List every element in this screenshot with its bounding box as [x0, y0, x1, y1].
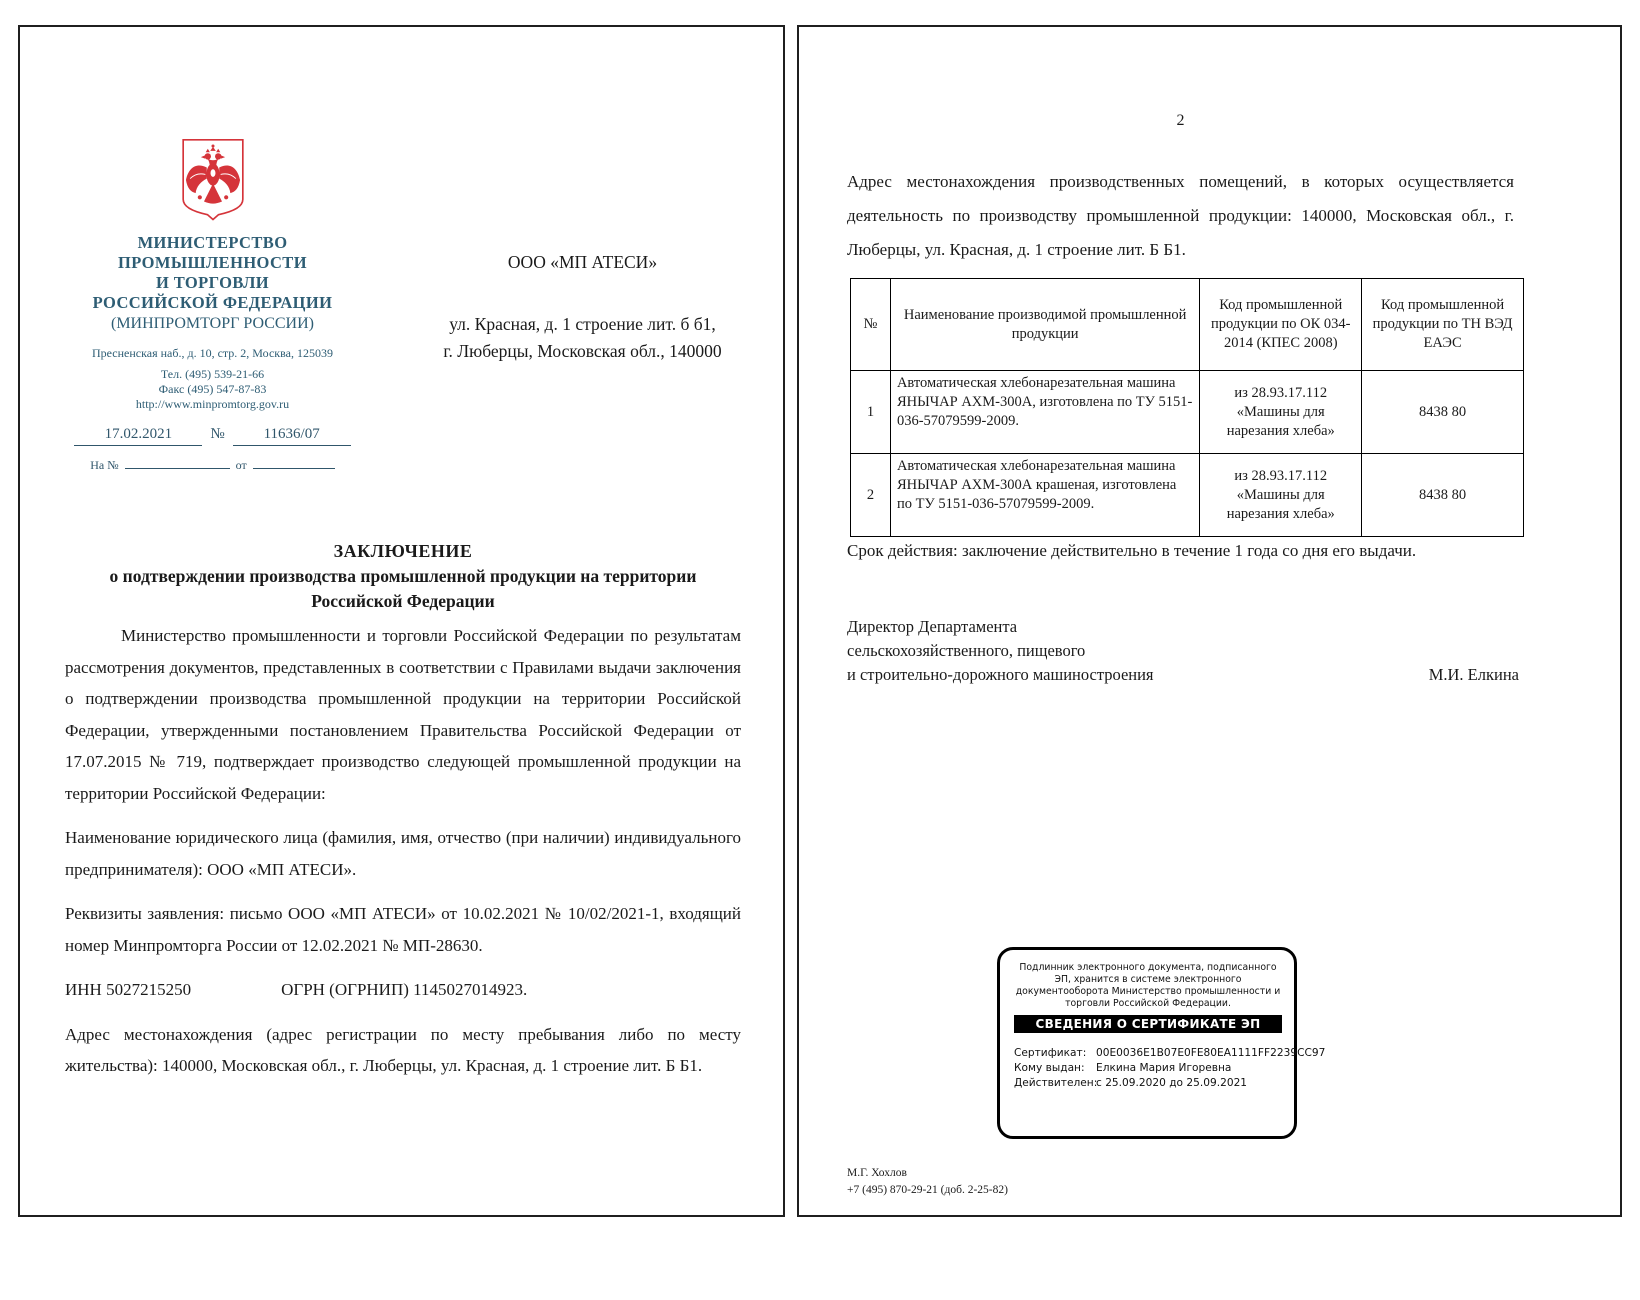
reference-prefix: На № [90, 458, 119, 472]
page1-body [65, 620, 741, 1095]
paragraph-production-address: Адрес местонахождения производственных помещений, в которых осуществляется деятельность по производству промышленной продукции: 140000, Московская обл., г. Люберцы, ул. Красная, д. 1 строение лит. Б Б1. [847, 172, 1514, 259]
paragraph-legal-address: Адрес местонахождения (адрес регистрации по месту пребывания либо по месту жительства): 140000, Московская обл., г. Люберцы, ул. Красная, д. 1 строение лит. Б Б1. [65, 1024, 741, 1075]
document-number: 11636/07 [233, 426, 351, 446]
header-cell-ok-code: Код промышленной продукции по ОК 034-2014 (КПЕС 2008) [1200, 279, 1362, 371]
validity-statement: Срок действия: заключение действительно в течение 1 года со дня его выдачи. [847, 541, 1417, 560]
table-row [851, 371, 1524, 454]
cell-row-number: 2 [851, 454, 891, 537]
ministry-letterhead [60, 137, 365, 473]
signer-name: М.И. Елкина [1428, 665, 1519, 684]
cell-tnved-code: 8438 80 [1362, 454, 1524, 537]
title-subtitle-line1: о подтверждении производства промышленной продукции на территории [109, 566, 697, 586]
signer-position-line: сельскохозяйственного, пищевого [847, 641, 1086, 660]
cell-ok-code: из 28.93.17.112 «Машины для нарезания хлеба» [1200, 454, 1362, 537]
title-word: ЗАКЛЮЧЕНИЕ [333, 541, 473, 561]
paragraph-main: Министерство промышленности и торговли Российской Федерации по результатам рассмотрения документов, представленных в соответствии с Правилами выдачи заключения о подтверждении производства промышленной продукции на территории Российской Федерации, утвержденными постановлением Правительства Российской Федерации от 17.07.2015 № 719, подтверждает производство следующей промышленной продукции на территории Российской Федерации: [65, 626, 741, 803]
executor-phone: +7 (495) 870-29-21 (доб. 2-25-82) [847, 1184, 1008, 1196]
ministry-website: http://www.minpromtorg.gov.ru [135, 397, 290, 411]
document-date-number-row [60, 426, 365, 446]
cell-product-name: Автоматическая хлебонарезательная машина ЯНЫЧАР АХМ-300А крашеная, изготовлена по ТУ 5151-036-57079599-2009. [890, 454, 1199, 537]
ogrn-value: ОГРН (ОГРНИП) 1145027014923. [281, 980, 528, 999]
cell-row-number: 1 [851, 371, 891, 454]
header-cell-number: № [851, 279, 891, 371]
table-header-row [851, 279, 1524, 371]
ministry-postal-address: Пресненская наб., д. 10, стр. 2, Москва, 125039 [92, 346, 333, 360]
stamp-validity-row [1014, 1076, 1282, 1091]
addressee-name: ООО «МП АТЕСИ» [507, 252, 658, 272]
paragraph-entity-name: Наименование юридического лица (фамилия, имя, отчество (при наличии) индивидуального предпринимателя): ООО «МП АТЕСИ». [65, 828, 741, 879]
title-subtitle-line2: Российской Федерации [311, 591, 495, 611]
signer-position-line: и строительно-дорожного машиностроения [847, 665, 1154, 684]
addressee-address-line2: г. Люберцы, Московская обл., 140000 [443, 341, 722, 361]
coat-of-arms-russia-icon [178, 137, 248, 223]
stamp-certificate-bar: СВЕДЕНИЯ О СЕРТИФИКАТЕ ЭП [1014, 1015, 1282, 1033]
signer-position-line: Директор Департамента [847, 617, 1018, 636]
paragraph-request-details: Реквизиты заявления: письмо ООО «МП АТЕСИ» от 10.02.2021 № 10/02/2021-1, входящий номер Минпромторга России от 12.02.2021 № МП-28630. [65, 904, 741, 955]
ministry-short-name: (МИНПРОМТОРГ РОССИИ) [111, 315, 314, 332]
cell-ok-code: из 28.93.17.112 «Машины для нарезания хлеба» [1200, 371, 1362, 454]
header-cell-product-name: Наименование производимой промышленной продукции [890, 279, 1199, 371]
valid-value: с 25.09.2020 до 25.09.2021 [1096, 1077, 1248, 1089]
document-title [65, 539, 741, 614]
executor-footer [847, 1165, 1008, 1199]
reference-date-blank [253, 466, 335, 469]
cell-product-name: Автоматическая хлебонарезательная машина ЯНЫЧАР АХМ-300А, изготовлена по ТУ 5151-036-57079599-2009. [890, 371, 1199, 454]
table-row [851, 454, 1524, 537]
document-date: 17.02.2021 [74, 426, 202, 446]
valid-label: Действителен: [1014, 1077, 1098, 1089]
number-sign: № [210, 426, 225, 442]
ministry-name-line: И ТОРГОВЛИ [155, 273, 270, 292]
document-page-1 [18, 25, 785, 1217]
cell-tnved-code: 8438 80 [1362, 371, 1524, 454]
certificate-label: Сертификат: [1014, 1047, 1087, 1059]
reference-number-row [60, 458, 365, 473]
stamp-certificate-details [1014, 1046, 1326, 1091]
products-table [850, 278, 1524, 537]
ministry-fax: Факс (495) 547-87-83 [158, 382, 267, 396]
ministry-name-line: МИНИСТЕРСТВО [137, 233, 288, 252]
ministry-phone: Тел. (495) 539-21-66 [160, 367, 265, 381]
stamp-certificate-row [1014, 1046, 1326, 1061]
ministry-name [60, 233, 365, 313]
header-cell-tnved-code: Код промышленной продукции по ТН ВЭД ЕАЭС [1362, 279, 1524, 371]
stamp-issued-row [1014, 1061, 1282, 1076]
ministry-contacts [60, 367, 365, 412]
ministry-name-line: ПРОМЫШЛЕННОСТИ [118, 253, 307, 272]
addressee-address-line1: ул. Красная, д. 1 строение лит. б б1, [449, 314, 716, 334]
signer-position [847, 615, 1154, 687]
addressee-block [395, 249, 770, 365]
certificate-value: 00E0036E1B07E0FE80EA1111FF2239CC97 [1096, 1047, 1326, 1059]
inn-value: ИНН 5027215250 [65, 980, 192, 999]
stamp-header-text: Подлинник электронного документа, подписанного ЭП, хранится в системе электронного документооборота Министерство промышленности и торговли Российской Федерации. [1015, 962, 1281, 1009]
issued-to-label: Кому выдан: [1014, 1062, 1085, 1074]
issued-to-value: Елкина Мария Игоревна [1096, 1062, 1232, 1074]
inn-ogrn-row [65, 974, 741, 1006]
ministry-name-line: РОССИЙСКОЙ ФЕДЕРАЦИИ [92, 293, 333, 312]
reference-infix: от [235, 458, 247, 472]
executor-name: М.Г. Хохлов [847, 1167, 907, 1179]
document-page-2 [797, 25, 1622, 1217]
signature-block [847, 615, 1519, 687]
page-number: 2 [1176, 112, 1185, 129]
electronic-signature-stamp [997, 947, 1326, 1139]
reference-number-blank [125, 466, 230, 469]
